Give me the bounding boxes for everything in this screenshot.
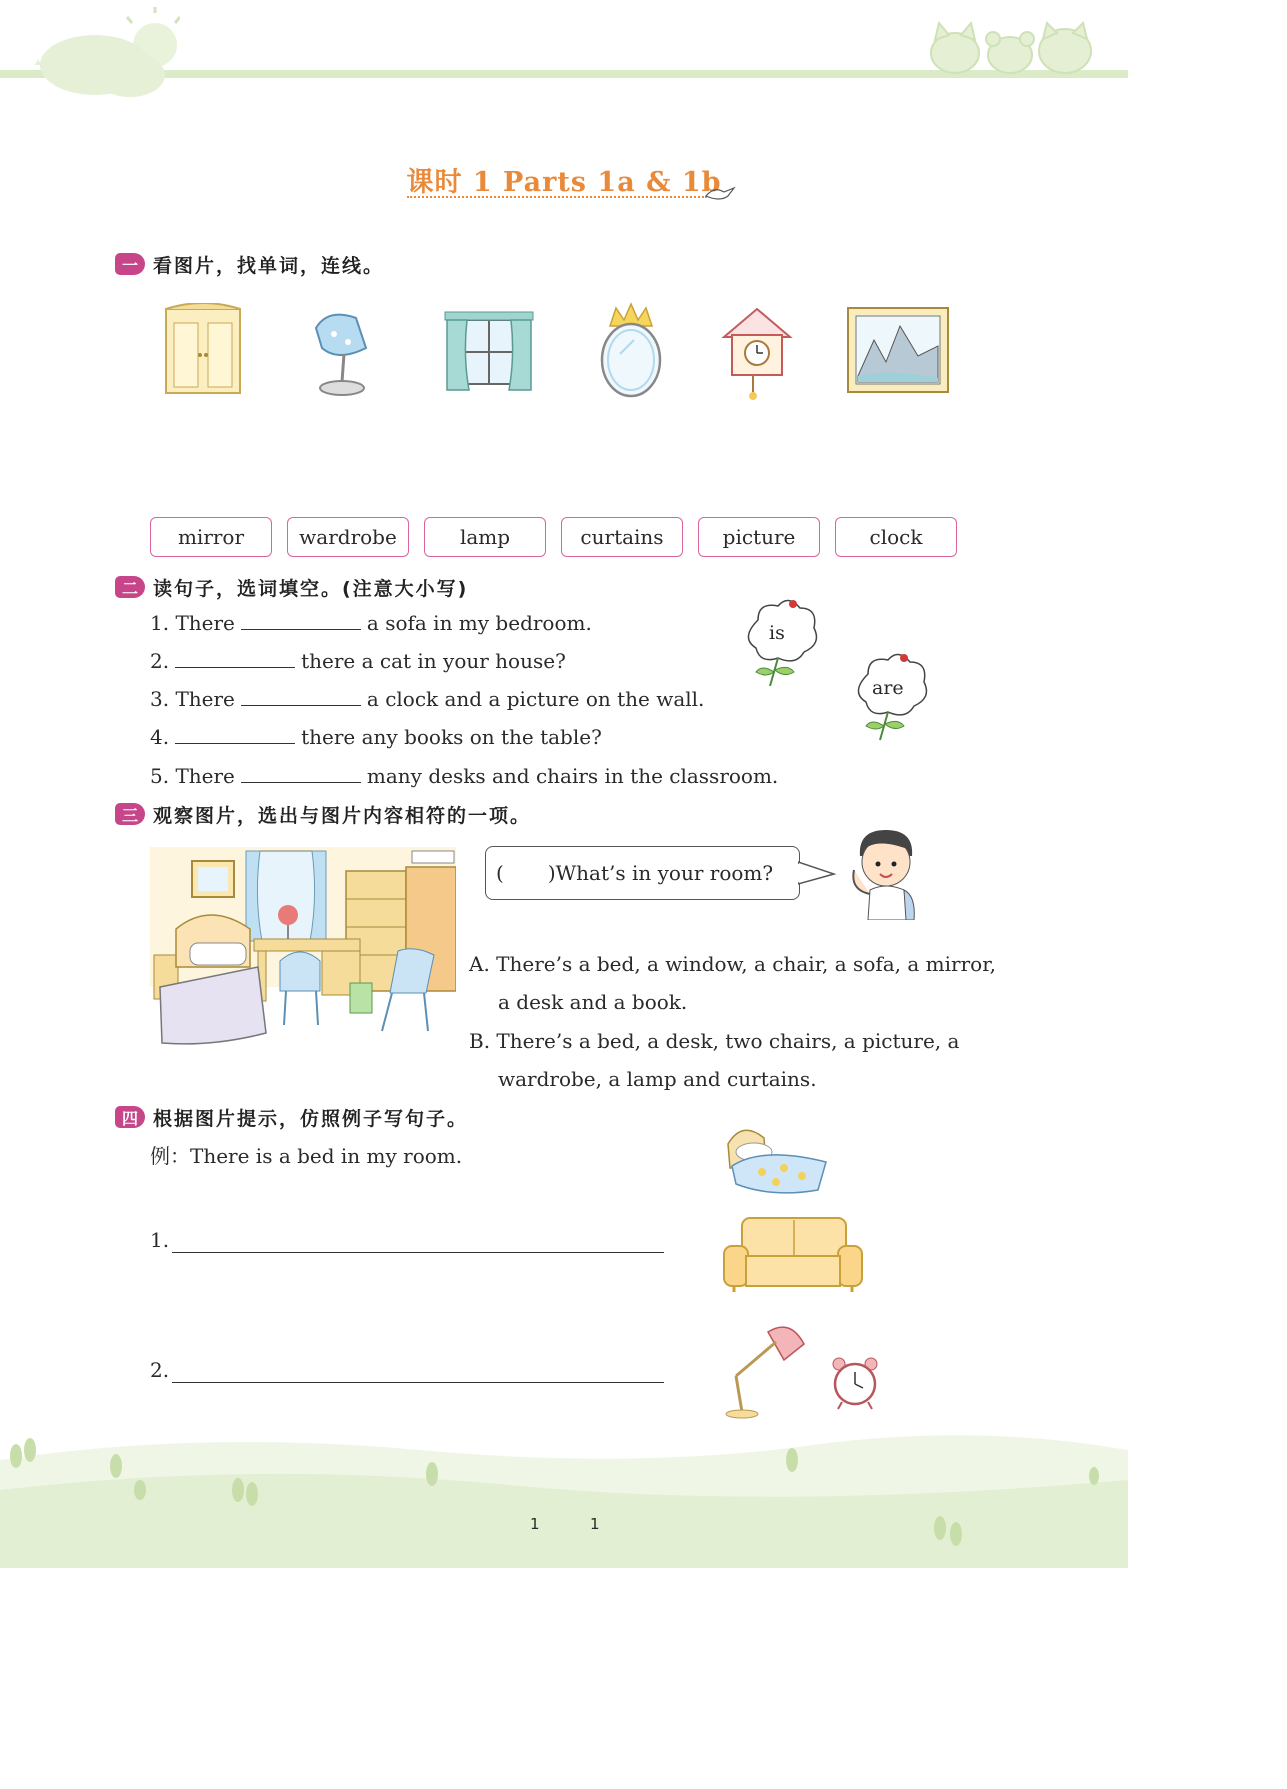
blank-5[interactable]	[241, 762, 361, 783]
sentence-5: 5. There many desks and chairs in the classroom.	[150, 764, 779, 788]
bedroom-illustration	[150, 847, 456, 1045]
sentence-3: 3. There a clock and a picture on the wall.	[150, 687, 705, 711]
blank-1[interactable]	[241, 609, 361, 630]
animals-icon	[925, 15, 1100, 75]
line-2-label: 2.	[150, 1358, 170, 1382]
word-mirror[interactable]: mirror	[150, 517, 272, 557]
section4-badge: 四	[115, 1106, 145, 1128]
clock-icon	[720, 305, 794, 403]
title-underline	[407, 196, 707, 198]
section4-instruction: 根据图片提示，仿照例子写句子。	[153, 1107, 469, 1130]
answer-slot[interactable]	[504, 863, 548, 883]
blank-2[interactable]	[175, 647, 295, 668]
section3-header	[115, 800, 531, 828]
answer-line-2[interactable]	[172, 1362, 664, 1383]
section3-badge: 三	[115, 803, 145, 825]
section3-instruction: 观察图片，选出与图片内容相符的一项。	[153, 804, 532, 827]
example-sentence: 例：There is a bed in my room.	[150, 1144, 463, 1168]
curtains-icon	[443, 310, 535, 394]
page-title: 课时 1 Parts 1a & 1b	[406, 167, 722, 198]
picture-icon	[846, 306, 950, 394]
sentence-2: 2. there a cat in your house?	[150, 649, 566, 673]
section2-instruction: 读句子，选词填空。(注意大小写)	[153, 577, 469, 600]
sentence-1: 1. There a sofa in my bedroom.	[150, 611, 592, 635]
section1-header	[115, 250, 384, 278]
bed-icon	[722, 1118, 832, 1200]
blank-3[interactable]	[241, 685, 361, 706]
page-number-right: 1	[590, 1515, 600, 1533]
option-a-line2: a desk and a book.	[498, 990, 688, 1014]
wardrobe-icon	[160, 303, 246, 399]
word-picture[interactable]: picture	[698, 517, 820, 557]
option-b-line1[interactable]: B. There’s a bed, a desk, two chairs, a picture, a	[469, 1029, 960, 1053]
word-wardrobe[interactable]: wardrobe	[287, 517, 409, 557]
sofa-icon	[722, 1214, 864, 1294]
section1-badge: 一	[115, 253, 145, 275]
word-lamp[interactable]: lamp	[424, 517, 546, 557]
lamp-icon	[308, 308, 374, 398]
page-number-left: 1	[530, 1515, 540, 1533]
choice-are: are	[872, 677, 904, 699]
alarm-clock-icon	[830, 1356, 880, 1412]
sentence-4: 4. there any books on the table?	[150, 725, 602, 749]
word-curtains[interactable]: curtains	[561, 517, 683, 557]
section2-header	[115, 573, 468, 601]
landscape-footer	[0, 1420, 1128, 1568]
boy-icon	[844, 826, 924, 920]
section4-header	[115, 1103, 468, 1131]
choice-is: is	[769, 622, 785, 644]
option-a-line1[interactable]: A. There’s a bed, a window, a chair, a sofa, a mirror,	[469, 952, 996, 976]
option-b-line2: wardrobe, a lamp and curtains.	[498, 1067, 817, 1091]
section2-badge: 二	[115, 576, 145, 598]
line-1-label: 1.	[150, 1228, 170, 1252]
desk-lamp-icon	[720, 1320, 810, 1420]
word-clock[interactable]: clock	[835, 517, 957, 557]
bubble-tail	[798, 858, 838, 888]
section1-instruction: 看图片，找单词，连线。	[153, 254, 385, 277]
bird-icon	[704, 184, 738, 204]
answer-line-1[interactable]	[172, 1232, 664, 1253]
blank-4[interactable]	[175, 723, 295, 744]
question-bubble: ( )What’s in your room?	[485, 846, 800, 900]
mirror-icon	[598, 302, 664, 400]
cloud-sun-icon	[20, 5, 180, 105]
